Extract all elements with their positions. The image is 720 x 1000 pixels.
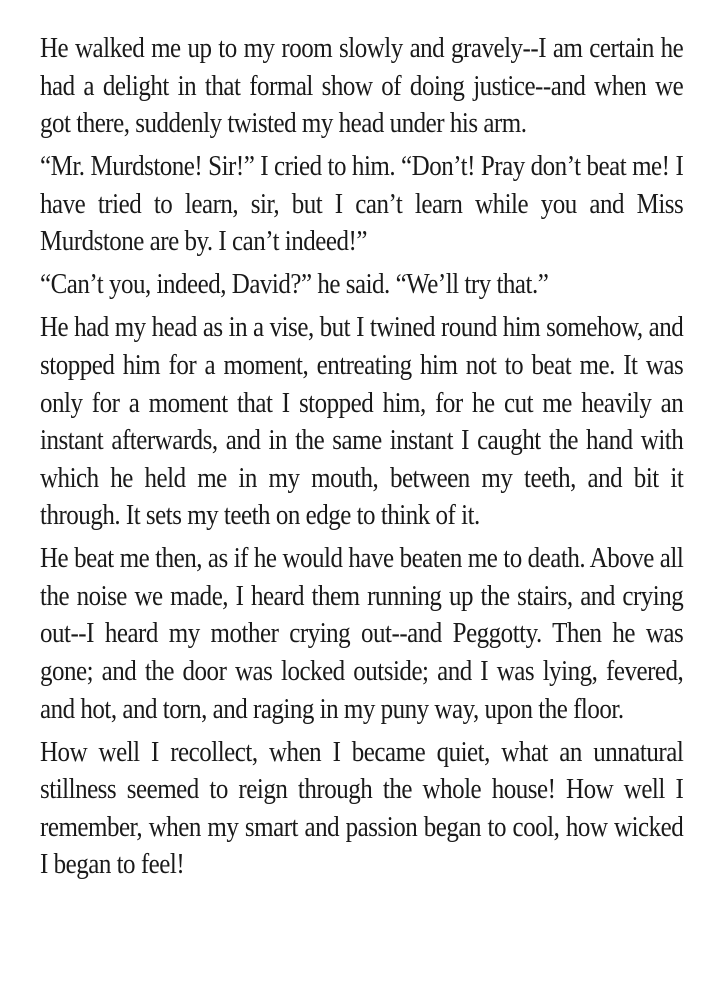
page-text (40, 30, 683, 889)
paragraph: “Mr. Murdstone! Sir!” I cried to him. “Don’t! Pray don’t beat me! I have tried to learn, sir, but I can’t learn while you and Miss Murdstone are by. I can’t indeed!” (40, 151, 684, 258)
paragraph: “Can’t you, indeed, David?” he said. “We’ll try that.” (40, 269, 549, 301)
paragraph: He had my head as in a vise, but I twined round him somehow, and stopped him for a moment, entreating him not to beat me. It was only for a moment that I stopped him, for he cut me heavily an instant afterwards, and in the same instant I caught the hand with which he held me in my mouth, between my teeth, and bit it through. It sets my teeth on edge to think of it. (40, 312, 684, 532)
paragraph: He beat me then, as if he would have beaten me to death. Above all the noise we made, I heard them running up the stairs, and crying out--I heard my mother crying out--and Peggotty. Then he was gone; and the door was locked outside; and I was lying, fevered, and hot, and torn, and raging in my puny way, upon the floor. (40, 543, 684, 725)
paragraph: He walked me up to my room slowly and gravely--I am certain he had a delight in that formal show of doing justice--and when we got there, suddenly twisted my head under his arm. (40, 33, 684, 140)
paragraph: How well I recollect, when I became quiet, what an unnatural stillness seemed to reign through the whole house! How well I remember, when my smart and passion began to cool, how wicked I began to feel! (40, 736, 684, 881)
